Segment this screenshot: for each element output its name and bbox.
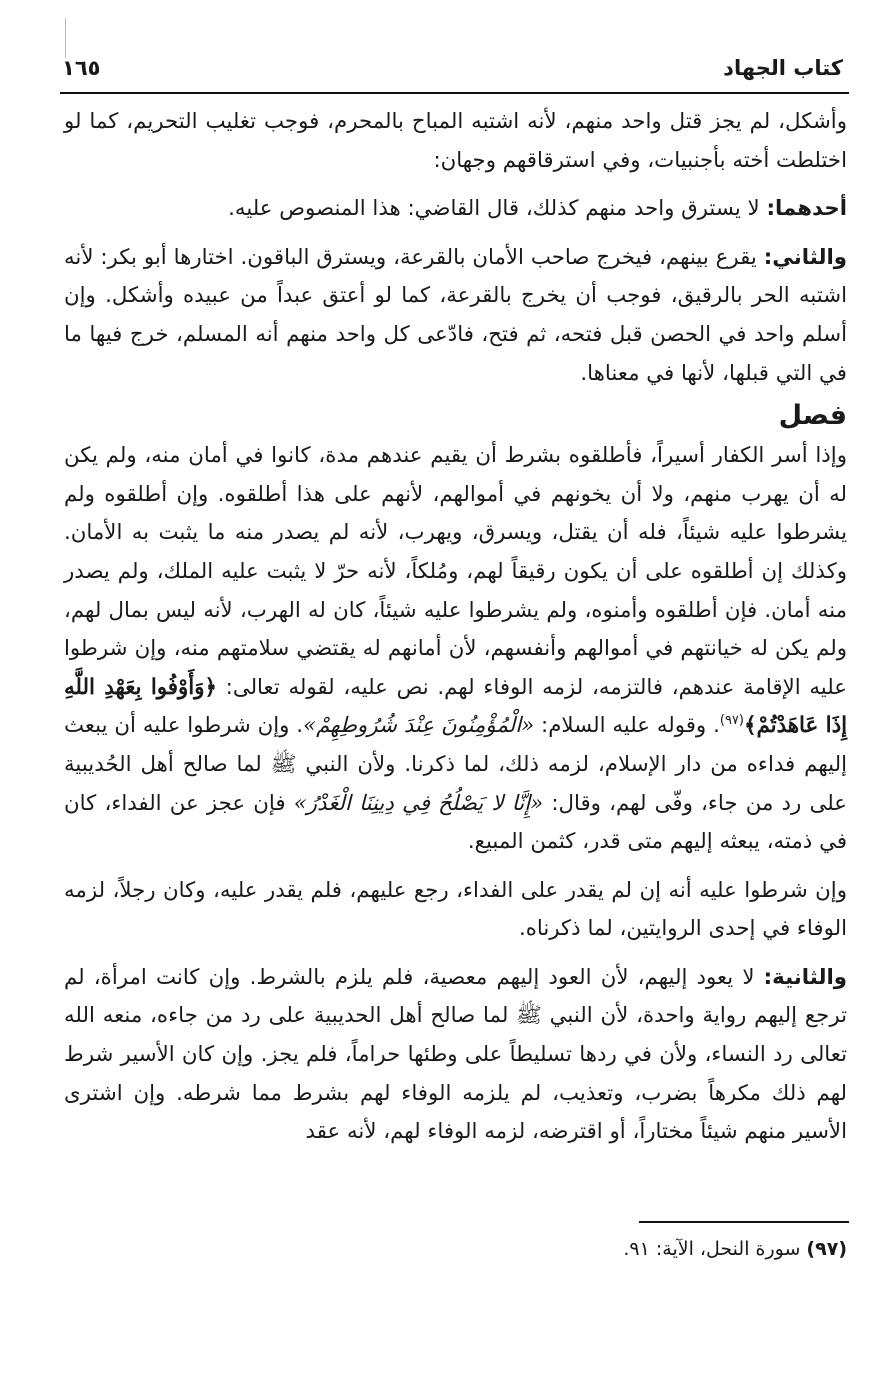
running-title: كتاب الجهاد bbox=[723, 56, 843, 80]
footnote-text: سورة النحل، الآية: ٩١. bbox=[623, 1238, 807, 1260]
page-header bbox=[62, 38, 843, 80]
ransom-text: وإن شرطوا عليه أنه إن لم يقدر على الفداء، رجع عليهم، فلم يقدر عليه، وكان رجلاً، لزمه الوفاء في إحدى الروايتين، لما ذكرناه. bbox=[64, 877, 847, 942]
section-heading: فصل bbox=[778, 400, 847, 432]
header-divider bbox=[60, 92, 849, 94]
paragraph-1-text: وأشكل، لم يجز قتل واحد منهم، لأنه اشتبه المباح بالمحرم، فوجب تغليب التحريم، كما لو اختلطت أخته بأجنبيات، وفي استرقاقهم وجهان: bbox=[64, 109, 847, 173]
paragraph-section-body bbox=[64, 437, 847, 862]
footnote-reference[interactable]: (٩٧) bbox=[719, 713, 744, 729]
second-narration-lead: والثانية: bbox=[763, 964, 847, 990]
page-body bbox=[64, 103, 847, 1152]
section-body-part-a: وإذا أسر الكفار أسيراً، فأطلقوه بشرط أن يقيم عندهم مدة، كانوا في أمان منه، ولم يكن له أن يهرب منهم، ولا أن يخونهم في أموالهم، لأنهم على هذا أطلقوه. وإن أطلقوه ولم يشرطوا عليه شيئاً، فله أن يقتل، ويسرق، ويهرب، لأنه لم يصدر منه ما يثبت به الأمان. وكذلك إن أطلقوه على أن يكون رقيقاً لهم، ومُلكاً، لأنه حرّ لا يثبت عليه الملك، ولم يصدر منه أمان. فإن أطلقوه وأمنوه، ولم يشرطوا عليه شيئاً، كان له الهرب، لأنه ليس بمال لهم، ولم يكن له خيانتهم في أموالهم وأنفسهم، لأن أمانهم له يقتضي سلامتهم منه، وإن شرطوا عليه الإقامة عندهم، فالتزمه، لزمه الوفاء لهم. نص عليه، لقوله تعالى: bbox=[64, 443, 847, 700]
first-opinion-text: لا يسترق واحد منهم كذلك، قال القاضي: هذا المنصوص عليه. bbox=[228, 196, 767, 222]
paragraph-first-opinion bbox=[64, 190, 847, 229]
second-narration-text: لا يعود إليهم، لأن العود إليهم معصية، فلم يلزم بالشرط. وإن كانت امرأة، لم ترجع إليهم رواية واحدة، لأن النبي ﷺ لما صالح أهل الحديبية على رد من جاءه، منعه الله تعالى رد النساء، ولأن في ردها تسليطاً على وطئها حراماً، فلم يجز. وإن كان الأسير شرط لهم ذلك مكرهاً بضرب، وتعذيب، لم يلزمه الوفاء لهم بشرط مما شرطه. وإن اشترى الأسير منهم شيئاً مختاراً، أو اقترضه، لزمه الوفاء لهم، لأنه عقد bbox=[64, 964, 847, 1145]
quran-verse: ﴿وَأَوْفُوا بِعَهْدِ اللَّهِ إِذَا عَاهَدْتُمْ﴾ bbox=[64, 674, 847, 739]
paragraph-ransom bbox=[64, 872, 847, 949]
paragraph-second-narration bbox=[64, 959, 847, 1152]
second-opinion-lead: والثاني: bbox=[763, 244, 847, 270]
section-body-part-b: . وقوله عليه السلام: bbox=[534, 713, 720, 739]
section-body-part-c: . وإن شرطوا عليه أن يبعث إليهم فداءه من دار الإسلام، لزمه ذلك، لما ذكرنا. ولأن النبي ﷺ لما صالح أهل الحُديبية على رد من جاء، وفّى لهم، وقال: bbox=[64, 713, 847, 816]
paragraph-1 bbox=[64, 103, 847, 180]
section-body-part-d: فإن عجز عن الفداء، كان في ذمته، يبعثه إليهم متى قدر، كثمن المبيع. bbox=[64, 790, 847, 855]
hadith-quote-2: «إِنَّا لا يَصْلُحُ فِي دِينِنَا الْغَدْرُ» bbox=[293, 790, 544, 816]
first-opinion-lead: أحدهما: bbox=[766, 196, 847, 222]
paragraph-second-opinion bbox=[64, 239, 847, 393]
second-opinion-text: يقرع بينهم، فيخرج صاحب الأمان بالقرعة، ويسترق الباقون. اختارها أبو بكر: لأنه اشتبه الحر بالرقيق، فوجب أن يخرج بالقرعة، كما لو أعتق عبداً من عبيده وأشكل. وإن أسلم واحد في الحصن قبل فتحه، ثم فتح، فادّعى كل واحد منهم أنه المسلم، خرج فيها ما في التي قبلها، لأنها في معناها. bbox=[64, 244, 847, 386]
page-number: ١٦٥ bbox=[62, 56, 101, 80]
footnote-divider bbox=[639, 1221, 849, 1223]
footnote-number: (٩٧) bbox=[806, 1238, 847, 1260]
hadith-quote-1: «الْمُؤْمِنُونَ عِنْدَ شُرُوطِهِمْ» bbox=[303, 713, 535, 739]
footnote bbox=[64, 1234, 847, 1264]
